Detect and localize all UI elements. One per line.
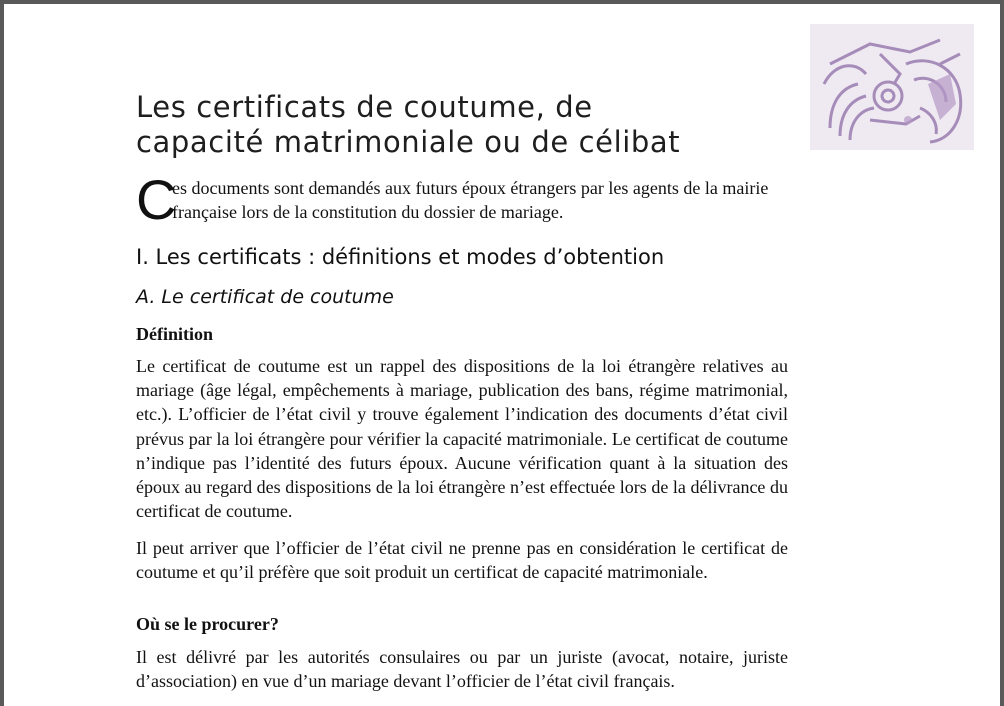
intro xyxy=(136,168,796,231)
document-page xyxy=(4,4,1000,706)
definition-heading: Définition xyxy=(136,324,214,344)
definition-paragraph: Le certificat de coutume est un rappel des dispositions de la loi étrangère relatives au mariage (âge légal, empêchements à mariage, publication des bans, régime matrimonial, etc.). L’officier de l’état civil y trouve également l’indication des documents d’état civil prévus par la loi étrangère pour vérifier la capacité matrimoniale. Le certificat de coutume n’indique pas l’identité des futurs époux. Aucune vérification quant à la situation des époux au regard des dispositions de la loi étrangère n’est effectuée lors de la délivrance du certificat de coutume. xyxy=(136,356,788,522)
section-1-heading: I. Les certificats : définitions et modes d’obtention xyxy=(136,245,665,269)
logo xyxy=(810,24,974,150)
procure-heading: Où se le procurer? xyxy=(136,614,279,634)
decorative-logo-icon xyxy=(810,24,974,150)
title-line-2: capacité matrimoniale ou de célibat xyxy=(136,125,681,159)
subsection-a-heading: A. Le certificat de coutume xyxy=(136,286,394,308)
title-line-1: Les certificats de coutume, de xyxy=(136,90,593,124)
intro-text: es documents sont demandés aux futurs époux étrangers par les agents de la mairie française lors de la constitution du dossier de mariage. xyxy=(172,178,769,222)
intro-dropcap: C xyxy=(136,168,177,231)
procure-paragraph: Il est délivré par les autorités consulaires ou par un juriste (avocat, notaire, juriste d’association) en vue d’un mariage devant l’officier de l’état civil français. xyxy=(136,647,788,692)
second-paragraph: Il peut arriver que l’officier de l’état civil ne prenne pas en considération le certificat de coutume et qu’il préfère que soit produit un certificat de capacité matrimoniale. xyxy=(136,538,788,583)
page-title xyxy=(136,90,776,160)
